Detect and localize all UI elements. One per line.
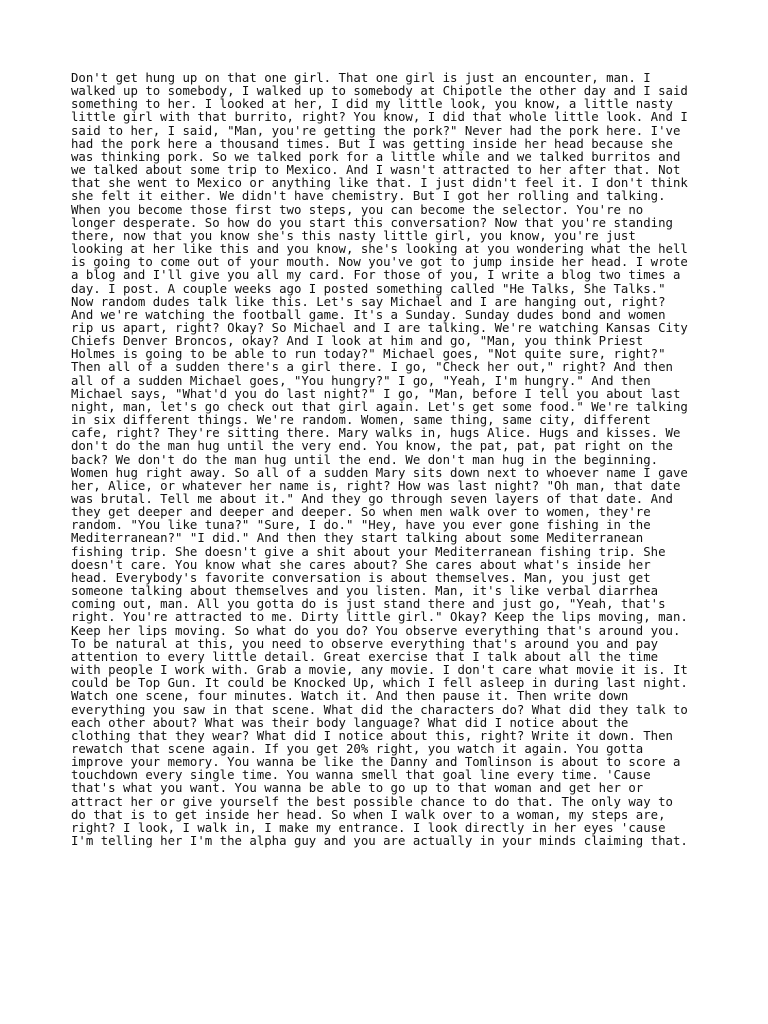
text-line: each other about? What was their body language? What did I notice about the: [71, 715, 629, 730]
text-line: Now random dudes talk like this. Let's say Michael and I are hanging out, right?: [71, 294, 666, 309]
text-line: Women hug right away. So all of a sudden Mary sits down next to whoever name I gave: [71, 465, 688, 480]
text-line: walked up to somebody, I walked up to somebody at Chipotle the other day and I said: [71, 84, 688, 99]
text-line: Watch one scene, four minutes. Watch it. And then pause it. Then write down: [71, 689, 629, 704]
text-line: right. You're attracted to me. Dirty little girl." Okay? Keep the lips moving, man.: [71, 610, 688, 625]
text-line: night, man, let's go check out that girl again. Let's get some food." We're talking: [71, 399, 688, 414]
text-line: I'm telling her I'm the alpha guy and you are actually in your minds claiming that.: [71, 834, 688, 849]
text-line: there, now that you know she's this nasty little girl, you know, you're just: [71, 228, 636, 243]
text-line: that she went to Mexico or anything like that. I just didn't feel it. I don't think: [71, 176, 688, 191]
text-line: Michael says, "What'd you do last night?" I go, "Man, before I tell you about last: [71, 386, 681, 401]
text-line: do that is to get inside her head. So when I walk over to a woman, my steps are,: [71, 807, 666, 822]
text-line: everything you saw in that scene. What did the characters do? What did they talk to: [71, 702, 688, 717]
text-line: clothing that they wear? What did I notice about this, right? Write it down. Then: [71, 728, 673, 743]
text-line: is going to come out of your mouth. Now you've got to jump inside her head. I wrote: [71, 255, 688, 270]
text-line: And we're watching the football game. It's a Sunday. Sunday dudes bond and women: [71, 307, 666, 322]
text-line: attract her or give yourself the best possible chance to do that. The only way to: [71, 794, 673, 809]
text-line: had the pork here a thousand times. But I was getting inside her head because she: [71, 136, 673, 151]
text-line: When you become those first two steps, you can become the selector. You're no: [71, 202, 644, 217]
text-line: in six different things. We're random. Women, same thing, same city, different: [71, 413, 651, 428]
text-line: something to her. I looked at her, I did my little look, you know, a little nasty: [71, 97, 673, 112]
text-line: looking at her like this and you know, she's looking at you wondering what the hell: [71, 242, 688, 257]
text-line: doesn't care. You know what she cares about? She cares about what's inside her: [71, 557, 651, 572]
text-line: rewatch that scene again. If you get 20% right, you watch it again. You gotta: [71, 741, 644, 756]
text-line: someone talking about themselves and you listen. Man, it's like verbal diarrhea: [71, 584, 659, 599]
text-line: longer desperate. So how do you start this conversation? Now that you're standing: [71, 215, 673, 230]
text-line: all of a sudden Michael goes, "You hungry?" I go, "Yeah, I'm hungry." And then: [71, 373, 651, 388]
text-line: with people I work with. Grab a movie, any movie. I don't care what movie it is. It: [71, 663, 688, 678]
text-line: Holmes is going to be able to run today?" Michael goes, "Not quite sure, right?": [71, 347, 666, 362]
text-line: don't do the man hug until the very end. You know, the pat, pat, pat right on the: [71, 439, 673, 454]
text-line: Don't get hung up on that one girl. That one girl is just an encounter, man. I: [71, 71, 651, 85]
text-line: that's what you want. You wanna be able to go up to that woman and get her or: [71, 781, 644, 796]
text-line: head. Everybody's favorite conversation is about themselves. Man, you just get: [71, 570, 651, 585]
text-line: day. I post. A couple weeks ago I posted something called "He Talks, She Talks.": [71, 281, 666, 296]
text-line: a blog and I'll give you all my card. For those of you, I write a blog two times a: [71, 268, 681, 283]
text-line: random. "You like tuna?" "Sure, I do." "Hey, have you ever gone fishing in the: [71, 518, 651, 533]
text-line: could be Top Gun. It could be Knocked Up, which I fell asleep in during last night.: [71, 676, 688, 691]
text-line: Chiefs Denver Broncos, okay? And I look at him and go, "Man, you think Priest: [71, 334, 644, 349]
text-line: touchdown every single time. You wanna smell that goal line every time. 'Cause: [71, 768, 651, 783]
text-line: rip us apart, right? Okay? So Michael and I are talking. We're watching Kansas City: [71, 320, 688, 335]
body-text: [71, 72, 703, 848]
text-line: Then all of a sudden there's a girl there. I go, "Check her out," right? And then: [71, 360, 673, 375]
text-line: Keep her lips moving. So what do you do? You observe everything that's around you.: [71, 623, 681, 638]
text-line: attention to every little detail. Great exercise that I talk about all the time: [71, 649, 659, 664]
text-line: we talked about some trip to Mexico. And I wasn't attracted to her after that. Not: [71, 163, 681, 178]
text-line: back? We don't do the man hug until the end. We don't man hug in the beginning.: [71, 452, 659, 467]
text-line: cafe, right? They're sitting there. Mary walks in, hugs Alice. Hugs and kisses. We: [71, 426, 681, 441]
text-line: was brutal. Tell me about it." And they go through seven layers of that date. And: [71, 492, 673, 506]
text-line: little girl with that burrito, right? You know, I did that whole little look. And I: [71, 110, 688, 125]
text-line: said to her, I said, "Man, you're getting the pork?" Never had the pork here. I've: [71, 123, 681, 138]
text-line: fishing trip. She doesn't give a shit about your Mediterranean fishing trip. She: [71, 544, 666, 559]
text-line: Mediterranean?" "I did." And then they start talking about some Mediterranean: [71, 531, 644, 546]
text-line: they get deeper and deeper and deeper. So when men walk over to women, they're: [71, 505, 651, 520]
document-page: [71, 72, 703, 848]
text-line: improve your memory. You wanna be like the Danny and Tomlinson is about to score a: [71, 755, 681, 770]
text-line: right? I look, I walk in, I make my entrance. I look directly in her eyes 'cause: [71, 820, 666, 835]
text-line: coming out, man. All you gotta do is just stand there and just go, "Yeah, that's: [71, 597, 666, 612]
text-line: was thinking pork. So we talked pork for a little while and we talked burritos and: [71, 149, 681, 164]
text-line: her, Alice, or whatever her name is, right? How was last night? "Oh man, that date: [71, 478, 681, 493]
text-line: she felt it either. We didn't have chemistry. But I got her rolling and talking.: [71, 189, 666, 204]
text-line: To be natural at this, you need to observe everything that's around you and pay: [71, 636, 659, 651]
